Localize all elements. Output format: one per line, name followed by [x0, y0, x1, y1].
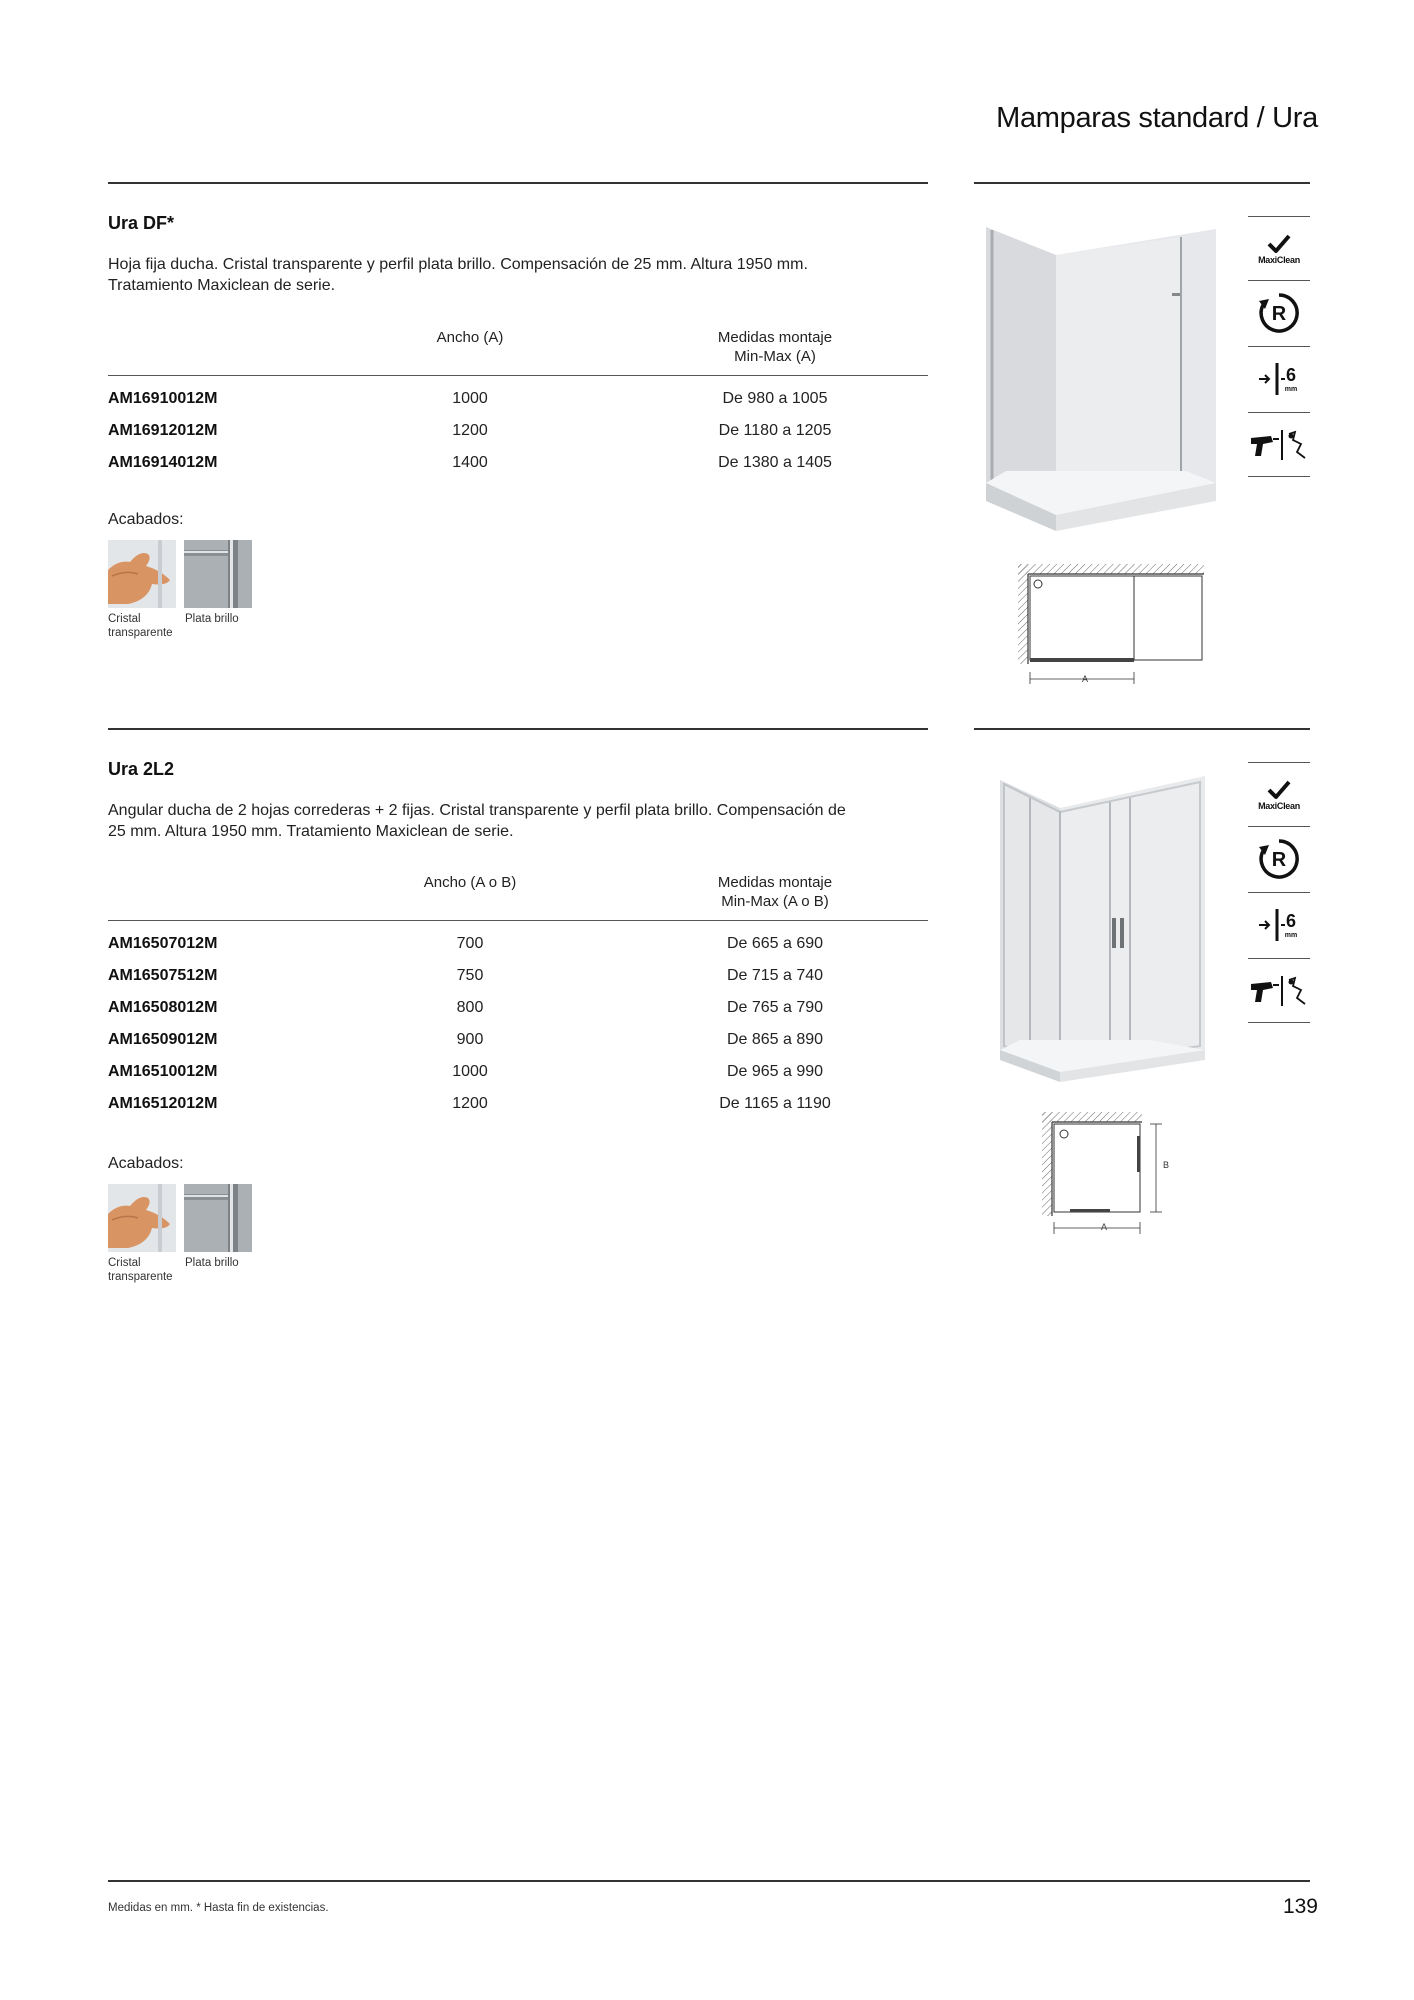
table-row — [108, 967, 928, 999]
product-code: AM16507512M — [108, 967, 218, 984]
table-row — [108, 1031, 928, 1063]
product-range: De 665 a 690 — [726, 935, 824, 952]
table-header-rule — [108, 375, 928, 376]
product-range: De 980 a 1005 — [722, 390, 828, 407]
feature-icons — [1248, 762, 1310, 1024]
glass-finish-swatch — [108, 540, 176, 608]
maxiclean-icon: MaxiClean — [1248, 764, 1310, 826]
maxiclean-icon: MaxiClean — [1248, 218, 1310, 280]
table-row — [108, 935, 928, 967]
section-title: Ura 2L2 — [108, 759, 175, 779]
table-header-range: Medidas montaje Min-Max (A) — [717, 329, 833, 365]
table-row — [108, 1095, 928, 1127]
product-width: 900 — [456, 1031, 484, 1048]
finishes-label: Acabados: — [108, 511, 184, 528]
finishes-label: Acabados: — [108, 1155, 184, 1172]
product-width: 1400 — [452, 454, 488, 471]
product-code: AM16508012M — [108, 999, 218, 1016]
product-code: AM16910012M — [108, 390, 218, 407]
section-description: Angular ducha de 2 hojas correderas + 2 fijas. Cristal transparente y perfil plata brillo. Compensación de 25 mm. Altura 1950 mm. Tratamiento Maxiclean de serie. — [108, 802, 846, 840]
section-top-rule — [108, 182, 928, 184]
svg-text:mm: mm — [1284, 932, 1298, 939]
section-top-rule-right — [974, 182, 1310, 184]
product-range: De 965 a 990 — [726, 1063, 824, 1080]
product-code: AM16914012M — [108, 454, 218, 471]
product-width: 1000 — [452, 1063, 488, 1080]
floor-plan-ura-2l2 — [1040, 1110, 1180, 1238]
footnote: Medidas en mm. * Hasta fin de existencias. — [108, 1902, 329, 1914]
recycle-r-icon — [1248, 282, 1310, 344]
svg-text:R: R — [1271, 849, 1287, 871]
finish-label-glass: Cristal transparente — [108, 1257, 173, 1283]
product-width: 750 — [456, 967, 484, 984]
svg-text:6: 6 — [1285, 911, 1297, 931]
table-row — [108, 422, 928, 454]
page-number: 139 — [1282, 1895, 1318, 1918]
footer-rule — [108, 1880, 1310, 1882]
plan-label-a: A — [1101, 1222, 1108, 1232]
plan-label-b: B — [1163, 1160, 1170, 1170]
product-width: 1200 — [452, 1095, 488, 1112]
product-code: AM16509012M — [108, 1031, 218, 1048]
section-top-rule — [108, 728, 928, 730]
product-table — [108, 390, 928, 486]
section-title: Ura DF* — [108, 213, 175, 233]
compensation-6mm-icon — [1248, 894, 1310, 956]
recycle-r-icon — [1248, 828, 1310, 890]
product-code: AM16912012M — [108, 422, 218, 439]
silver-finish-swatch — [184, 540, 252, 608]
product-image-ura-2l2 — [1000, 772, 1210, 1082]
svg-text:R: R — [1271, 303, 1287, 325]
check-icon — [1266, 233, 1292, 255]
product-range: De 1165 a 1190 — [719, 1095, 831, 1112]
product-range: De 1180 a 1205 — [718, 422, 832, 439]
glass-finish-swatch — [108, 1184, 176, 1252]
svg-text:6: 6 — [1285, 365, 1297, 385]
table-row — [108, 1063, 928, 1095]
svg-text:mm: mm — [1284, 386, 1298, 393]
table-row — [108, 390, 928, 422]
check-icon — [1266, 779, 1292, 801]
drill-installation-icon — [1248, 414, 1310, 476]
product-width: 1000 — [452, 390, 488, 407]
feature-icons — [1248, 216, 1310, 478]
product-code: AM16512012M — [108, 1095, 218, 1112]
product-code: AM16510012M — [108, 1063, 218, 1080]
table-header-width: Ancho (A) — [436, 329, 504, 346]
drill-installation-icon — [1248, 960, 1310, 1022]
compensation-6mm-icon — [1248, 348, 1310, 410]
finish-label-glass: Cristal transparente — [108, 613, 173, 639]
floor-plan-ura-df — [1016, 562, 1206, 690]
product-table — [108, 935, 928, 1127]
plan-label-a: A — [1082, 674, 1089, 684]
product-range: De 715 a 740 — [726, 967, 824, 984]
product-range: De 1380 a 1405 — [718, 454, 832, 471]
silver-finish-swatch — [184, 1184, 252, 1252]
finish-label-silver: Plata brillo — [185, 1257, 239, 1269]
table-row — [108, 999, 928, 1031]
table-header-width: Ancho (A o B) — [423, 874, 517, 891]
finish-label-silver: Plata brillo — [185, 613, 239, 625]
product-width: 800 — [456, 999, 484, 1016]
product-image-ura-df — [986, 225, 1216, 535]
product-range: De 765 a 790 — [726, 999, 824, 1016]
section-description: Hoja fija ducha. Cristal transparente y perfil plata brillo. Compensación de 25 mm. Altura 1950 mm. Tratamiento Maxiclean de serie. — [108, 256, 808, 294]
product-width: 1200 — [452, 422, 488, 439]
table-header-rule — [108, 920, 928, 921]
page-title: Mamparas standard / Ura — [996, 102, 1318, 134]
table-row — [108, 454, 928, 486]
product-code: AM16507012M — [108, 935, 218, 952]
product-width: 700 — [456, 935, 484, 952]
section-top-rule-right — [974, 728, 1310, 730]
table-header-range: Medidas montaje Min-Max (A o B) — [717, 874, 833, 910]
product-range: De 865 a 890 — [726, 1031, 824, 1048]
